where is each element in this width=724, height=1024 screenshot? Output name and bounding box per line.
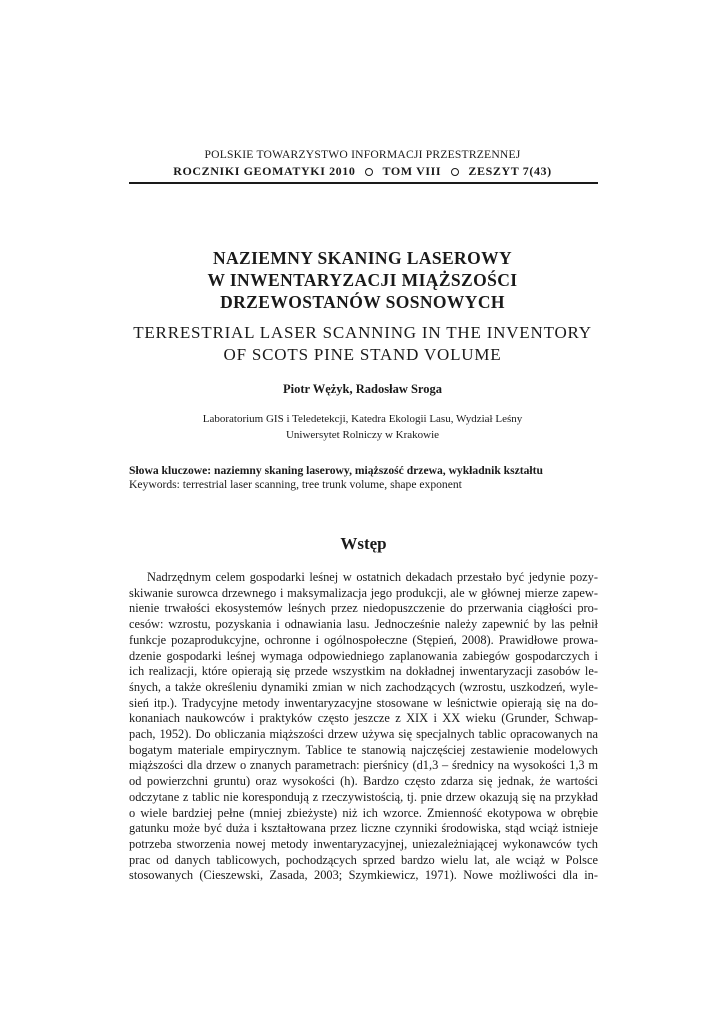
journal-citation-line [129, 164, 596, 179]
body-line: Nadrzędnym celem gospodarki leśnej w ostatnich dekadach przestało być jedynie pozy- [147, 570, 598, 584]
body-line: śnych, a także określeniu dynamiki zmian w nich zachodzących (wzrostu, uszkodzeń, wyle- [129, 679, 598, 694]
keywords-polish: Słowa kluczowe: naziemny skaning laserowy, miąższość drzewa, wykładnik kształtu [129, 464, 543, 477]
body-line: odczytane z tablic nie korespondują z rzeczywistością, tj. pnie drzew okazują się na przykład [129, 789, 598, 804]
body-line: gatunku może być duża i kształtowana przez liczne czynniki środowiska, stąd wciąż istnieje [129, 821, 598, 836]
body-line: bogatym materiale empirycznym. Tablice te stanowią najczęściej zestawienie modelowych [129, 742, 598, 757]
body-line: cesów: wzrostu, pozyskania i odnawiania lasu. Jednocześnie należy zapewnić by las pełnił [129, 617, 598, 632]
body-line: potrzeba stworzenia nowej metody inwentaryzacyjnej, uniezależniającej wykonawców tych [129, 836, 598, 851]
title-polish-line: W INWENTARYZACJI MIĄŻSZOŚCI [207, 270, 518, 290]
title-english-line: OF SCOTS PINE STAND VOLUME [223, 345, 502, 364]
body-line: skiwanie surowca drzewnego i maksymalizacja jego produkcji, ale w głównej mierze zapew- [129, 585, 598, 600]
body-line: od powierzchni gruntu) oraz wysokości (h). Bardzo często zdarza się jednak, że wartości [129, 774, 598, 789]
journal-volume: TOM VIII [382, 164, 442, 178]
title-polish-line: DRZEWOSTANÓW SOSNOWYCH [220, 292, 505, 312]
title-polish-line: NAZIEMNY SKANING LASEROWY [212, 248, 513, 268]
body-line: o wiele bardziej pełne (mniej zbieżyste) niż ich wzorce. Zmienność ekotypowa w obrębie [129, 805, 598, 820]
body-line: sień itp.). Tradycyjne metody inwentaryzacyjne stosowane w leśnictwie opierają się na do- [129, 695, 598, 710]
body-line: ich realizacji, które opierają się przede wszystkim na dokładnej inwentaryzacji zasobów le- [129, 664, 598, 679]
bullet-circle-icon [365, 168, 373, 176]
bullet-circle-icon [451, 168, 459, 176]
body-line: funkcje pozaprodukcyjne, ochronne i ogólnospołeczne (Stępień, 2008). Prawidłowe prowa- [129, 632, 598, 647]
journal-organization: POLSKIE TOWARZYSTWO INFORMACJI PRZESTRZENNEJ [204, 148, 521, 161]
keywords-english: Keywords: terrestrial laser scanning, tree trunk volume, shape exponent [129, 478, 462, 491]
body-line: nienie trwałości ekosystemów leśnych przez niedopuszczenie do przerwania ciągłości pro- [129, 601, 598, 616]
body-line: prac od danych tablicowych, pochodzących sprzed bardzo wielu lat, ale wciąż w Polsce [129, 852, 598, 867]
body-line: dzenie gospodarki leśnej wymaga odpowiedniego zaplanowania zabiegów gospodarczych i [129, 648, 598, 663]
title-english-line: TERRESTRIAL LASER SCANNING IN THE INVENTORY [133, 323, 592, 342]
body-paragraph [129, 570, 598, 884]
journal-name: ROCZNIKI GEOMATYKI 2010 [173, 164, 356, 178]
body-line: miąższości dla drzew o znanych parametrach: pierśnicy (d1,3 – średnicy na wysokości 1,3 m [129, 758, 598, 773]
body-line: konaniach naukowców i praktyków często jeszcze z XIX i XX wieku (Grunder, Schwap- [129, 711, 598, 726]
body-line: stosowanych (Cieszewski, Zasada, 2003; Szymkiewicz, 1971). Nowe możliwości dla in- [129, 868, 598, 883]
authors: Piotr Wężyk, Radosław Sroga [282, 382, 443, 396]
affiliation-line: Uniwersytet Rolniczy w Krakowie [285, 429, 440, 441]
affiliation [129, 411, 596, 443]
journal-issue: ZESZYT 7(43) [468, 164, 552, 178]
title-polish [129, 247, 596, 313]
header-rule [129, 182, 598, 184]
body-line: pach, 1952). Do obliczania miąższości drzew używa się specjalnych tablic opracowanych na [129, 727, 598, 742]
section-heading: Wstęp [340, 534, 387, 553]
title-english [129, 322, 596, 366]
affiliation-line: Laboratorium GIS i Teledetekcji, Katedra Ekologii Lasu, Wydział Leśny [202, 413, 523, 425]
